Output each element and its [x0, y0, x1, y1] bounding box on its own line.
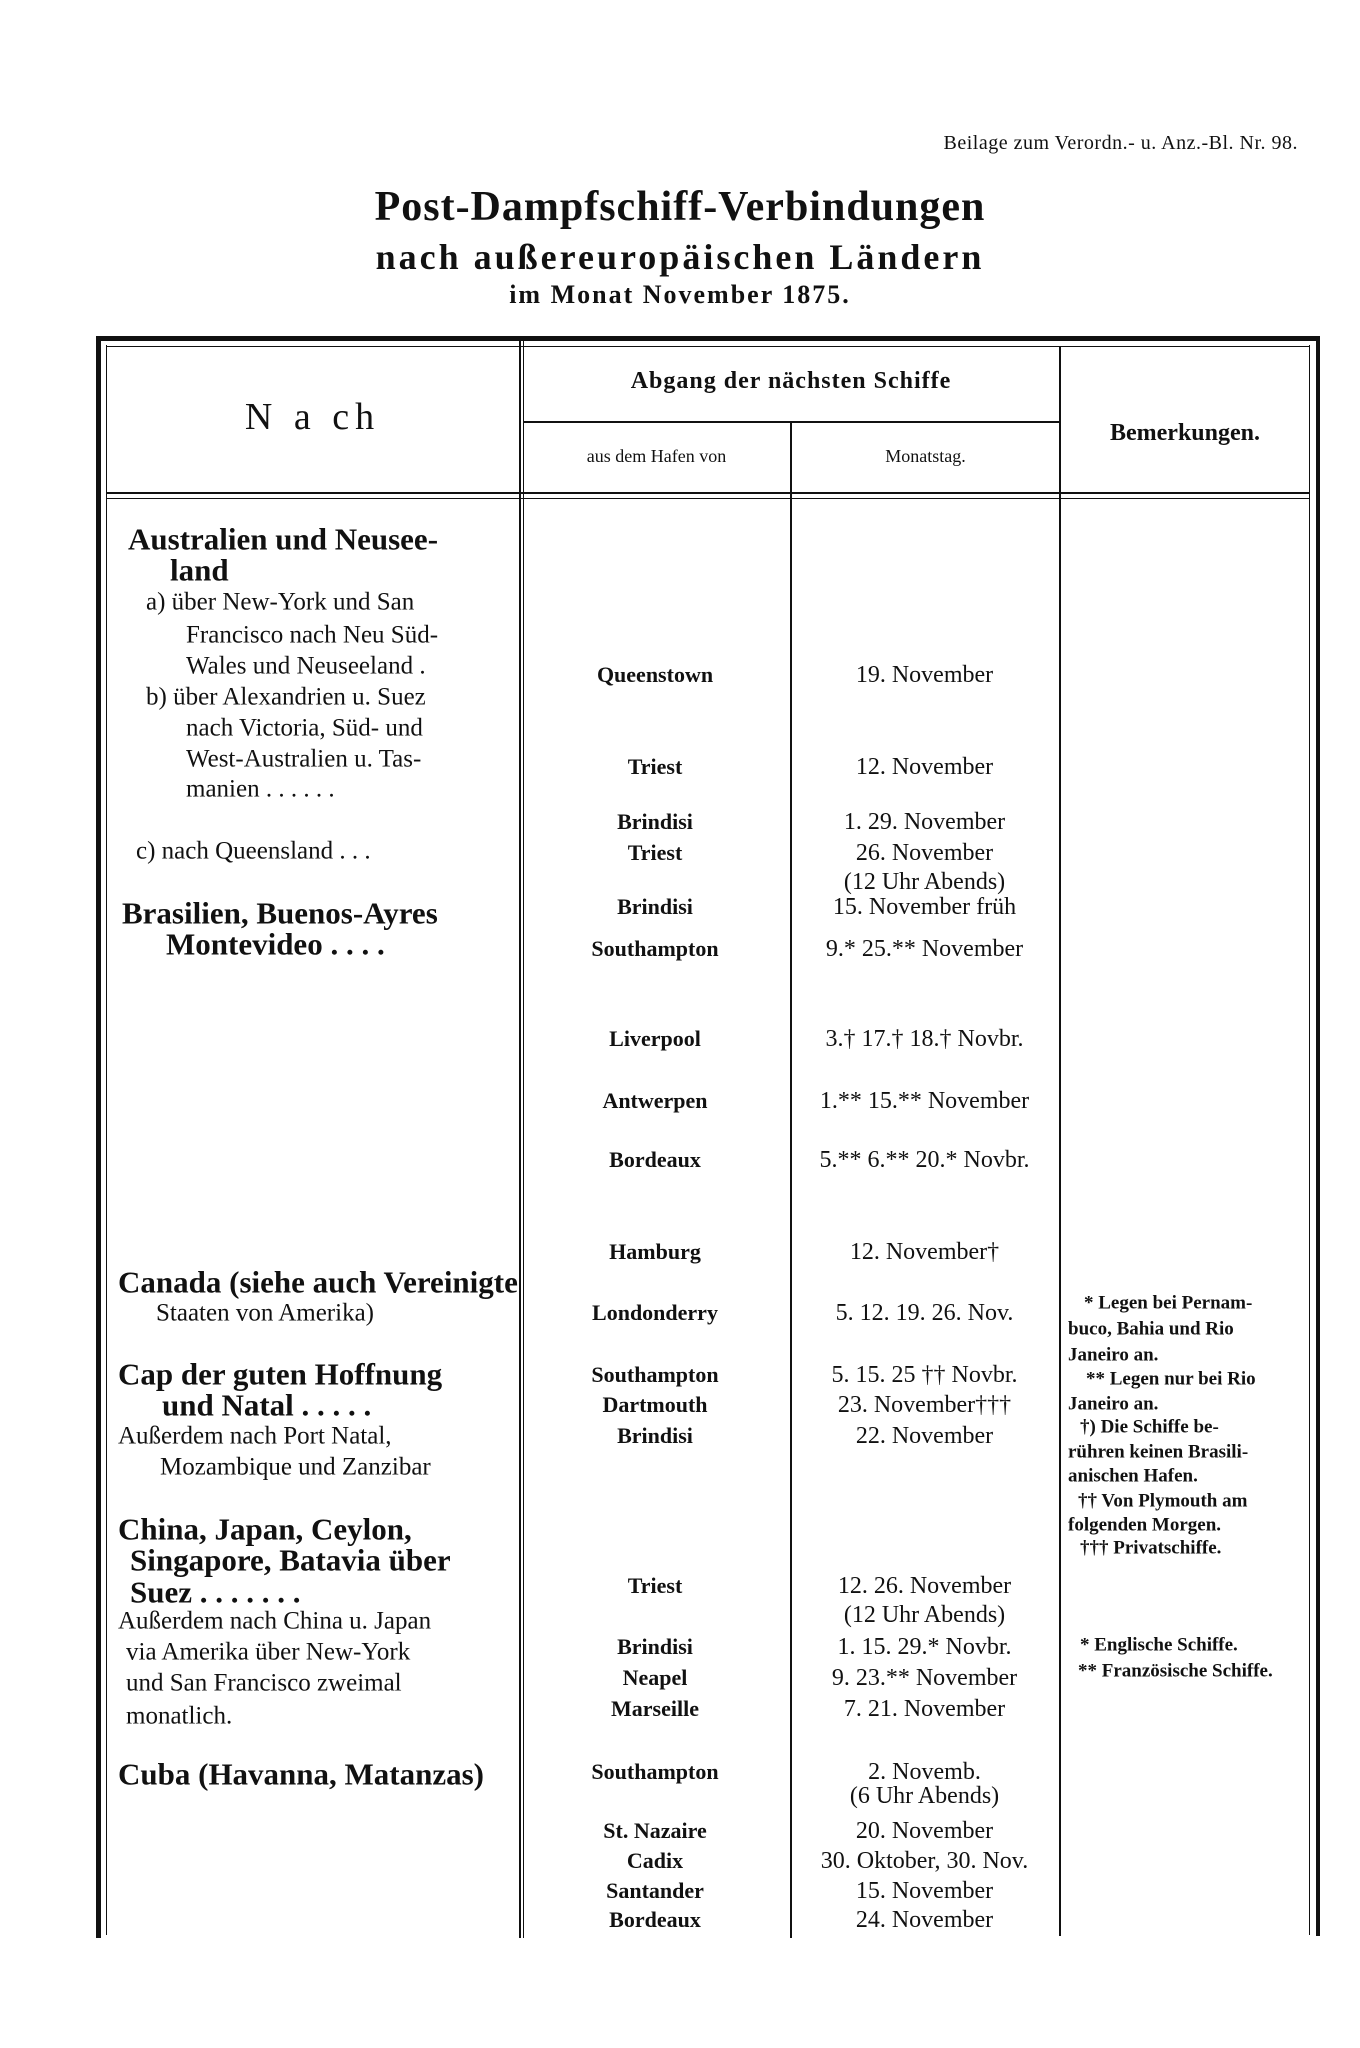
header-bottom	[106, 492, 1310, 494]
destination-line: Wales und Neuseeland .	[186, 652, 426, 680]
page-subtitle: nach außereuropäischen Ländern	[375, 237, 985, 277]
departure-date: (12 Uhr Abends)	[843, 869, 1006, 895]
destination-line: und San Francisco zweimal	[126, 1669, 402, 1697]
remark-line: Janeiro an.	[1068, 1393, 1159, 1415]
destination-line: Cuba (Havanna, Matanzas)	[118, 1756, 485, 1792]
departure-date: 5.** 6.** 20.* Novbr.	[819, 1147, 1030, 1173]
remark-line: ** Französische Schiffe.	[1078, 1660, 1273, 1682]
destination-line: Mozambique und Zanzibar	[160, 1453, 431, 1481]
remark-line: rühren keinen Brasili-	[1068, 1441, 1249, 1463]
destination-line: Staaten von Amerika)	[156, 1299, 374, 1327]
destination-line: China, Japan, Ceylon,	[118, 1511, 412, 1547]
remark-line: Janeiro an.	[1068, 1344, 1159, 1366]
page-date-line: im Monat November 1875.	[509, 280, 851, 309]
destination-line: Cap der guten Hoffnung	[118, 1356, 443, 1392]
remark-line: anischen Hafen.	[1068, 1465, 1198, 1487]
departure-date: (12 Uhr Abends)	[843, 1602, 1006, 1628]
destination-line: a) über New-York und San	[146, 588, 415, 616]
departure-date: 15. November	[855, 1878, 994, 1904]
departure-date: 9. 23.** November	[831, 1665, 1018, 1691]
remark-line: folgenden Morgen.	[1068, 1514, 1222, 1536]
departure-port: Cadix	[626, 1848, 684, 1873]
departure-date: 5. 12. 19. 26. Nov.	[835, 1300, 1014, 1326]
header-monatstag: Monatstag.	[885, 446, 966, 466]
departure-port: Dartmouth	[602, 1392, 708, 1417]
departure-date: 12. November†	[849, 1239, 1000, 1265]
destination-line: manien . . . . . .	[186, 775, 335, 803]
table-border-right-inner	[1309, 345, 1310, 1935]
supplement-reference: Beilage zum Verordn.- u. Anz.-Bl. Nr. 98.	[943, 132, 1298, 154]
departure-port: Triest	[627, 754, 683, 779]
destination-line: b) über Alexandrien u. Suez	[146, 683, 426, 711]
remark-line: ** Legen nur bei Rio	[1086, 1368, 1256, 1390]
header-top-inner	[106, 346, 1310, 347]
header-bottom-2	[106, 498, 1310, 499]
header-bemerkungen: Bemerkungen.	[1110, 420, 1260, 446]
departure-date: 22. November	[855, 1423, 994, 1449]
departure-date: 24. November	[855, 1907, 994, 1933]
destination-line: Außerdem nach Port Natal,	[118, 1422, 392, 1450]
destination-line: Montevideo . . . .	[166, 926, 385, 962]
remark-line: buco, Bahia und Rio	[1068, 1318, 1234, 1340]
departure-port: Neapel	[622, 1665, 688, 1690]
departure-date: 3.† 17.† 18.† Novbr.	[825, 1026, 1024, 1052]
departure-date: 5. 15. 25 †† Novbr.	[831, 1362, 1018, 1388]
remark-line: * Englische Schiffe.	[1080, 1634, 1238, 1656]
departure-date: 12. 26. November	[837, 1573, 1012, 1599]
remark-line: †† Von Plymouth am	[1078, 1490, 1248, 1512]
table-border-left-inner	[106, 345, 107, 1935]
departure-date: 12. November	[855, 754, 994, 780]
departure-port: Brindisi	[617, 1423, 693, 1448]
departure-date: 19. November	[855, 662, 994, 688]
departure-port: Triest	[627, 840, 683, 865]
departure-port: Brindisi	[617, 1634, 693, 1659]
destination-line: Brasilien, Buenos-Ayres	[122, 895, 438, 931]
destination-line: land	[170, 552, 229, 588]
destination-line: Suez . . . . . . .	[130, 1574, 301, 1610]
destination-line: Außerdem nach China u. Japan	[118, 1607, 432, 1635]
departure-date: 23. November†††	[837, 1392, 1012, 1418]
departure-port: Londonderry	[592, 1300, 718, 1325]
departure-port: Southampton	[591, 1362, 719, 1387]
header-hafen: aus dem Hafen von	[586, 446, 727, 466]
departure-port: Bordeaux	[609, 1147, 701, 1172]
departure-port: St. Nazaire	[603, 1818, 707, 1843]
header-nach: N a ch	[244, 396, 381, 438]
departure-port: Antwerpen	[602, 1088, 708, 1113]
departure-date: 7. 21. November	[843, 1696, 1006, 1722]
remark-line: †) Die Schiffe be-	[1080, 1416, 1219, 1438]
destination-line: nach Victoria, Süd- und	[186, 714, 423, 742]
departure-port: Queenstown	[596, 662, 714, 687]
departure-date: 30. Oktober, 30. Nov.	[820, 1848, 1029, 1874]
column-divider-3	[1059, 346, 1061, 1936]
departure-port: Triest	[627, 1573, 683, 1598]
header-abgang: Abgang der nächsten Schiffe	[630, 368, 952, 394]
departure-port: Brindisi	[617, 894, 693, 919]
destination-line: West-Australien u. Tas-	[186, 745, 422, 773]
departure-date: (6 Uhr Abends)	[849, 1783, 1000, 1809]
departure-date: 2. Novemb.	[868, 1759, 981, 1785]
departure-date: 15. November früh	[832, 894, 1017, 920]
departure-port: Brindisi	[617, 809, 693, 834]
departure-port: Marseille	[611, 1696, 699, 1721]
remark-line: ††† Privatschiffe.	[1080, 1537, 1222, 1559]
departure-date: 20. November	[855, 1818, 994, 1844]
page-title: Post-Dampfschiff-Verbindungen	[374, 184, 986, 230]
departure-date: 26. November	[855, 840, 994, 866]
table-border-right	[1316, 336, 1320, 1936]
departure-port: Santander	[606, 1878, 704, 1903]
destination-line: Singapore, Batavia über	[130, 1542, 451, 1578]
destination-line: Australien und Neusee-	[128, 521, 439, 557]
departure-date: 1. 15. 29.* Novbr.	[837, 1634, 1012, 1660]
destination-line: Francisco nach Neu Süd-	[186, 621, 439, 649]
table-border-left	[96, 336, 101, 1938]
departure-port: Southampton	[591, 1759, 719, 1784]
departure-date: 1. 29. November	[843, 809, 1006, 835]
destination-line: und Natal . . . . .	[162, 1387, 372, 1423]
departure-port: Hamburg	[609, 1239, 701, 1264]
remark-line: * Legen bei Pernam-	[1084, 1292, 1253, 1314]
departure-date: 1.** 15.** November	[819, 1088, 1030, 1114]
departure-port: Bordeaux	[609, 1907, 701, 1932]
departure-date: 9.* 25.** November	[825, 936, 1024, 962]
table-border-top	[100, 336, 1320, 341]
destination-line: monatlich.	[126, 1702, 233, 1730]
departure-port: Liverpool	[609, 1026, 701, 1051]
destination-line: via Amerika über New-York	[126, 1638, 411, 1666]
destination-line: Canada (siehe auch Vereinigte	[118, 1264, 518, 1300]
departure-port: Southampton	[591, 936, 719, 961]
destination-line: c) nach Queensland . . .	[136, 837, 371, 865]
